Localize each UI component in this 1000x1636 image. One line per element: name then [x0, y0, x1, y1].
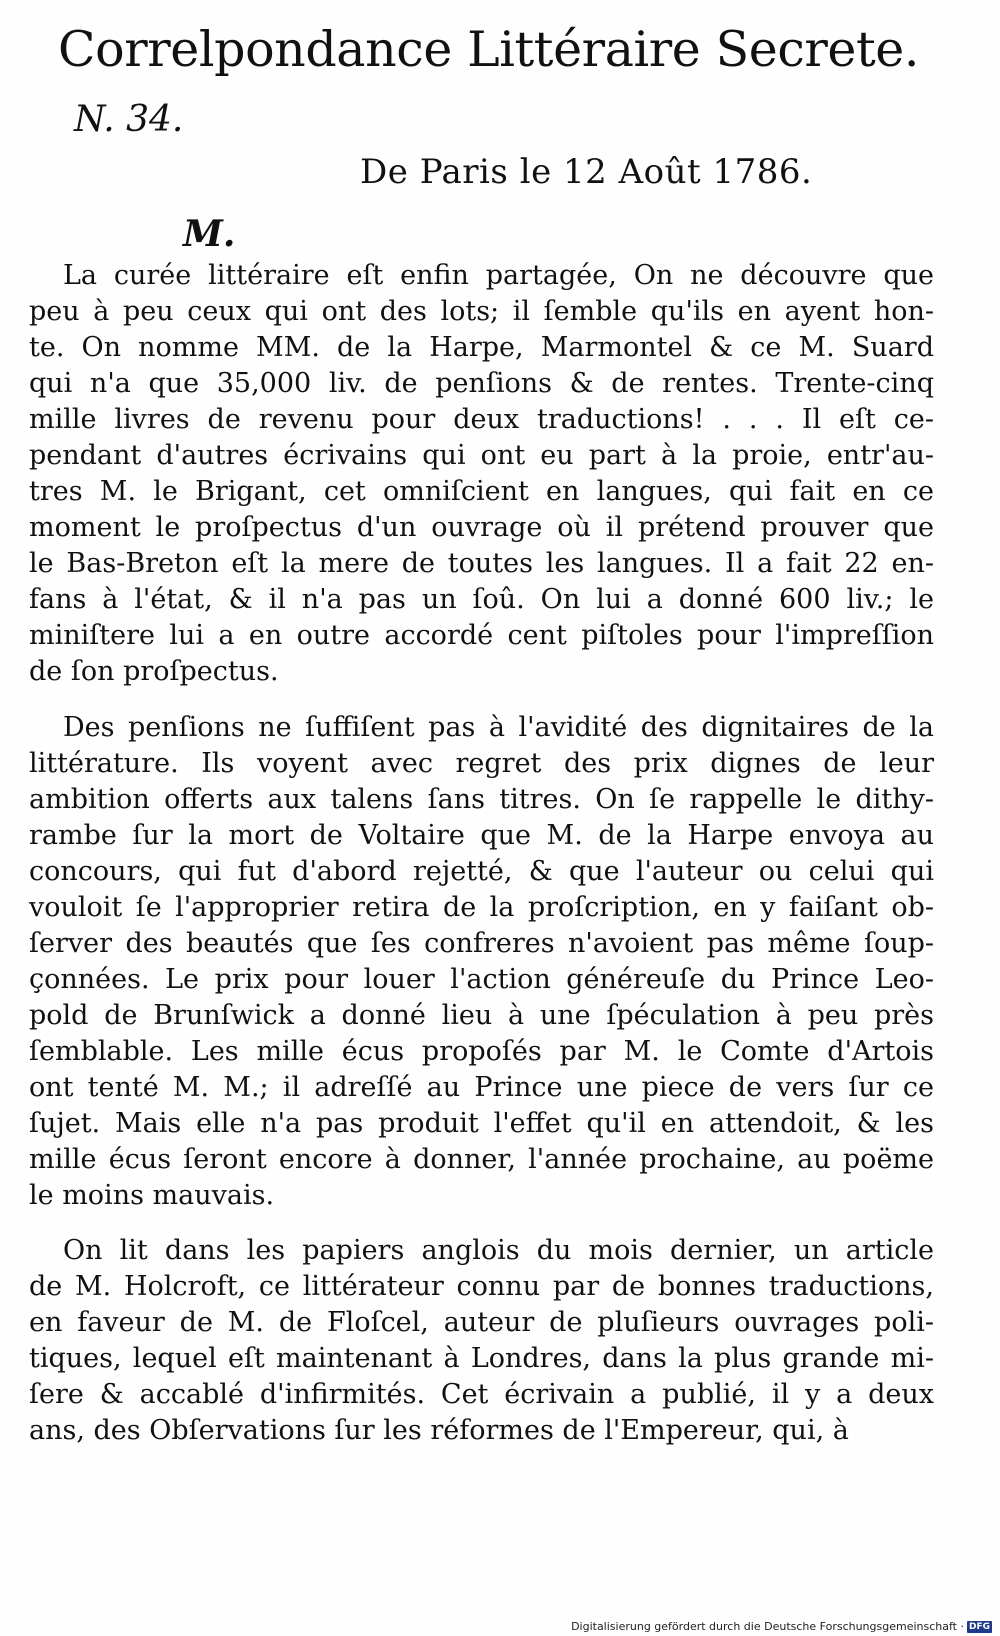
text-line: littérature. Ils voyent avec regret des prix dignes de leur	[29, 748, 934, 779]
paragraph	[29, 258, 934, 690]
text-line: rambe ſur la mort de Voltaire que M. de la Harpe envoya au	[29, 820, 934, 851]
text-line: le moins mauvais.	[29, 1180, 275, 1211]
dateline: De Paris le 12 Août 1786.	[360, 152, 813, 192]
text-line: vouloit ſe l'approprier retira de la proſcription, en y faiſant ob-	[29, 892, 934, 923]
text-line: ſujet. Mais elle n'a pas produit l'effet qu'il en attendoit, & les	[29, 1108, 934, 1139]
text-line: mille livres de revenu pour deux traductions! . . . Il eſt ce-	[29, 404, 934, 435]
text-line: tiques, lequel eſt maintenant à Londres, dans la plus grande mi-	[29, 1343, 934, 1374]
text-line: le Bas-Breton eſt la mere de toutes les langues. Il a fait 22 en-	[29, 548, 934, 579]
dfg-logo: DFG	[968, 1622, 990, 1632]
text-line: te. On nomme MM. de la Harpe, Marmontel & ce M. Suard	[29, 332, 934, 363]
text-line: mille écus ſeront encore à donner, l'année prochaine, au poëme	[29, 1144, 934, 1175]
text-line: Des penſions ne ſuffiſent pas à l'avidité des dignitaires de la	[63, 712, 934, 743]
text-line: qui n'a que 35,000 liv. de penſions & de rentes. Trente-cinq	[29, 368, 934, 399]
text-line: ans, des Obſervations ſur les réformes de l'Empereur, qui, à	[29, 1415, 849, 1446]
text-line: ont tenté M. M.; il adreſſé au Prince une piece de vers ſur ce	[29, 1072, 934, 1103]
page-title: Correlpondance Littéraire Secrete.	[58, 21, 920, 78]
text-line: pold de Brunſwick a donné lieu à une ſpéculation à peu près	[29, 1000, 934, 1031]
text-line: çonnées. Le prix pour louer l'action généreuſe du Prince Leo-	[29, 964, 934, 995]
text-line: fans à l'état, & il n'a pas un ſoû. On lui a donné 600 liv.; le	[29, 584, 934, 615]
text-line: pendant d'autres écrivains qui ont eu part à la proie, entr'au-	[29, 440, 934, 471]
text-line: ambition offerts aux talens ſans titres. On ſe rappelle le dithy-	[29, 784, 934, 815]
text-line: La curée littéraire eſt enfin partagée, On ne découvre que	[63, 260, 934, 291]
digitization-credit	[571, 1620, 992, 1634]
text-line: concours, qui fut d'abord rejetté, & que l'auteur ou celui qui	[29, 856, 934, 887]
text-line: de ſon proſpectus.	[29, 656, 279, 687]
paragraph	[29, 710, 934, 1214]
credit-text: Digitalisierung gefördert durch die Deutsche Forschungsgemeinschaft ·	[571, 1620, 964, 1633]
text-line: moment le proſpectus d'un ouvrage où il prétend prouver que	[29, 512, 934, 543]
text-line: ſerver des beautés que ſes confreres n'avoient pas même ſoup-	[29, 928, 934, 959]
text-line: ſere & accablé d'infirmités. Cet écrivain a publié, il y a deux	[29, 1379, 934, 1410]
issue-number: N. 34.	[74, 99, 184, 140]
salutation: M.	[183, 213, 236, 255]
text-line: miniſtere lui a en outre accordé cent piſtoles pour l'impreſſion	[29, 620, 934, 651]
text-line: en faveur de M. de Floſcel, auteur de pluſieurs ouvrages poli-	[29, 1307, 934, 1338]
text-line: de M. Holcroft, ce littérateur connu par de bonnes traductions,	[29, 1271, 934, 1302]
text-line: ſemblable. Les mille écus propoſés par M. le Comte d'Artois	[29, 1036, 934, 1067]
text-line: On lit dans les papiers anglois du mois dernier, un article	[63, 1235, 934, 1266]
paragraph	[29, 1233, 934, 1449]
text-line: tres M. le Brigant, cet omniſcient en langues, qui fait en ce	[29, 476, 934, 507]
text-line: peu à peu ceux qui ont des lots; il ſemble qu'ils en ayent hon-	[29, 296, 934, 327]
